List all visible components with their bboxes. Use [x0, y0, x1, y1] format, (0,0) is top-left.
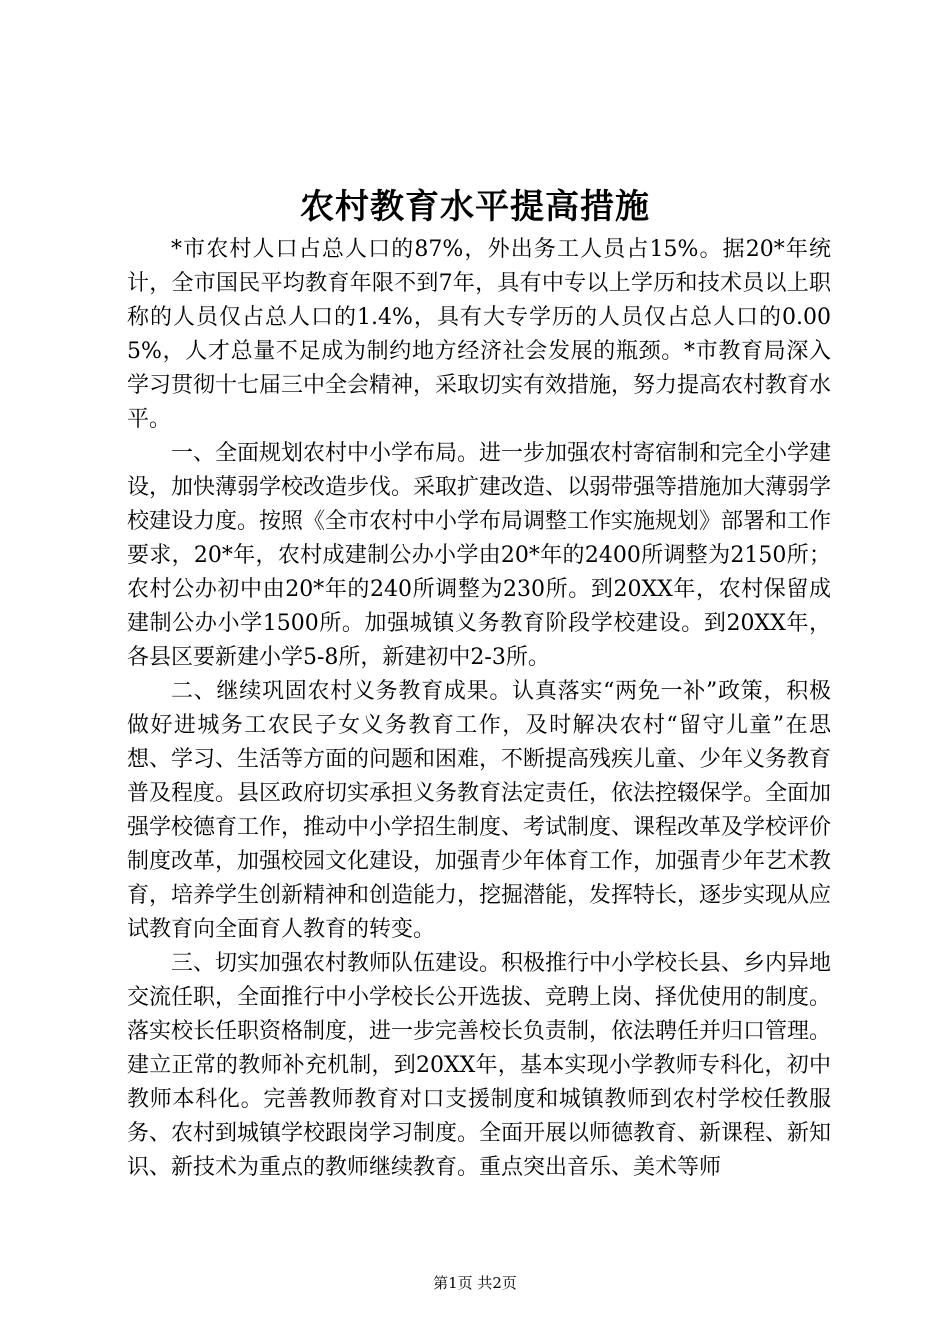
page-footer: [0, 1273, 950, 1293]
paragraph-section-3: 三、切实加强农村教师队伍建设。积极推行中小学校长县、乡内异地交流任职，全面推行中小学校长公开选拔、竞聘上岗、择优使用的制度。落实校长任职资格制度，进一步完善校长负责制，依法聘任并归口管理。建立正常的教师补充机制，到20XX年，基本实现小学教师专科化，初中教师本科化。完善教师教育对口支援制度和城镇教师到农村学校任教服务、农村到城镇学校跟岗学习制度。全面开展以师德教育、新课程、新知识、新技术为重点的教师继续教育。重点突出音乐、美术等师: [127, 951, 832, 1180]
paragraph-section-2: 二、继续巩固农村义务教育成果。认真落实“两免一补”政策，积极做好进城务工农民子女义务教育工作，及时解决农村“留守儿童”在思想、学习、生活等方面的问题和困难，不断提高残疾儿童、少年义务教育普及程度。县区政府切实承担义务教育法定责任，依法控辍保学。全面加强学校德育工作，推动中小学招生制度、考试制度、课程改革及学校评价制度改革，加强校园文化建设，加强青少年体育工作，加强青少年艺术教育，培养学生创新精神和创造能力，挖掘潜能，发挥特长，逐步实现从应试教育向全面育人教育的转变。: [127, 679, 832, 942]
paragraph-section-1: 一、全面规划农村中小学布局。进一步加强农村寄宿制和完全小学建设，加快薄弱学校改造步伐。采取扩建改造、以弱带强等措施加大薄弱学校建设力度。按照《全市农村中小学布局调整工作实施规划》部署和工作要求，20*年，农村成建制公办小学由20*年的2400所调整为2150所；农村公办初中由20*年的240所调整为230所。到20XX年，农村保留成建制公办小学1500所。加强城镇义务教育阶段学校建设。到20XX年，各县区要新建小学5-8所，新建初中2-3所。: [127, 441, 832, 670]
paragraph-intro: *市农村人口占总人口的87%，外出务工人员占15%。据20*年统计，全市国民平均教育年限不到7年，具有中专以上学历和技术员以上职称的人员仅占总人口的1.4%，具有大专学历的人员仅占总人口的0.005%，人才总量不足成为制约地方经济社会发展的瓶颈。*市教育局深入学习贯彻十七届三中全会精神，采取切实有效措施，努力提高农村教育水平。: [127, 237, 832, 432]
page-total: 共2页: [477, 1274, 517, 1292]
document-title: 农村教育水平提高措施: [300, 187, 650, 227]
document-body: [127, 233, 831, 1185]
page-number: 第1页: [433, 1274, 473, 1292]
